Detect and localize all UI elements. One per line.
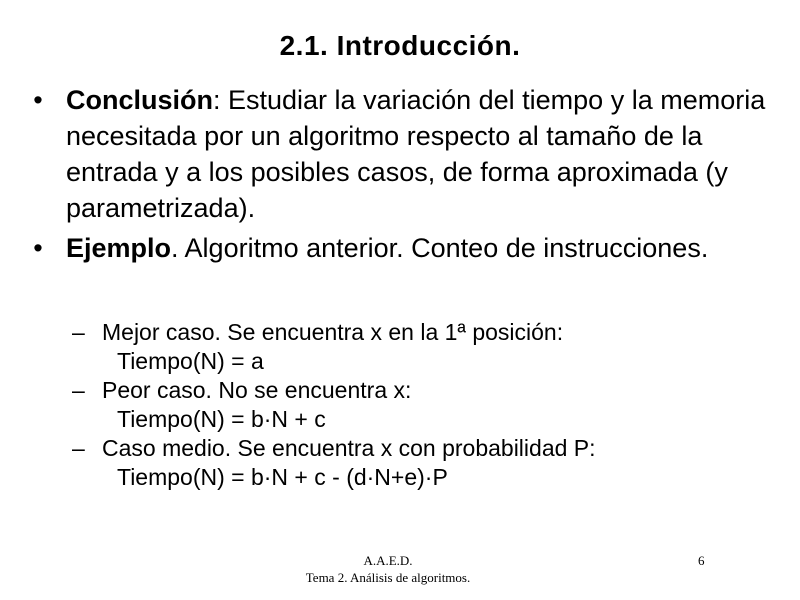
sub-item: [72, 434, 772, 463]
dash-marker: –: [72, 435, 85, 461]
formula: Tiempo(N) = b·N + c: [117, 406, 326, 432]
slide-title: 2.1. Introducción.: [279, 30, 521, 61]
dash-marker: –: [72, 377, 85, 403]
formula: Tiempo(N) = b·N + c - (d·N+e)·P: [117, 464, 448, 490]
bullet-text: . Algoritmo anterior. Conteo de instrucciones.: [171, 233, 709, 263]
bullet-term: Conclusión: [66, 85, 213, 115]
sub-list: [72, 318, 772, 492]
formula: Tiempo(N) = a: [117, 348, 264, 374]
sub-item-caso-medio: [72, 434, 772, 492]
bullet-conclusion: [28, 82, 788, 226]
bullet-ejemplo: [28, 230, 788, 266]
footer-topic: Tema 2. Análisis de algoritmos.: [305, 570, 471, 585]
dash-marker: –: [72, 319, 85, 345]
sub-item: [72, 318, 772, 347]
sub-item-text: Caso medio. Se encuentra x con probabilidad P:: [102, 435, 596, 461]
sub-item-peor-caso: [72, 376, 772, 434]
bullet-list: [28, 82, 788, 266]
footer-course: A.A.E.D.: [363, 553, 413, 568]
bullet-marker: •: [33, 85, 43, 115]
sub-item: [72, 376, 772, 405]
footer-center: [0, 552, 776, 586]
bullet-term: Ejemplo: [66, 233, 172, 263]
sub-item-text: Mejor caso. Se encuentra x en la 1ª posición:: [102, 319, 564, 345]
sub-item-mejor-caso: [72, 318, 772, 376]
bullet-text: : Estudiar la variación del tiempo y la memoria necesitada por un algoritmo respecto al tamaño de la entrada y a los posibles casos, de forma aproximada (y parametrizada).: [66, 85, 766, 223]
bullet-marker: •: [33, 233, 43, 263]
sub-item-text: Peor caso. No se encuentra x:: [102, 377, 412, 403]
page-number: 6: [698, 553, 705, 568]
